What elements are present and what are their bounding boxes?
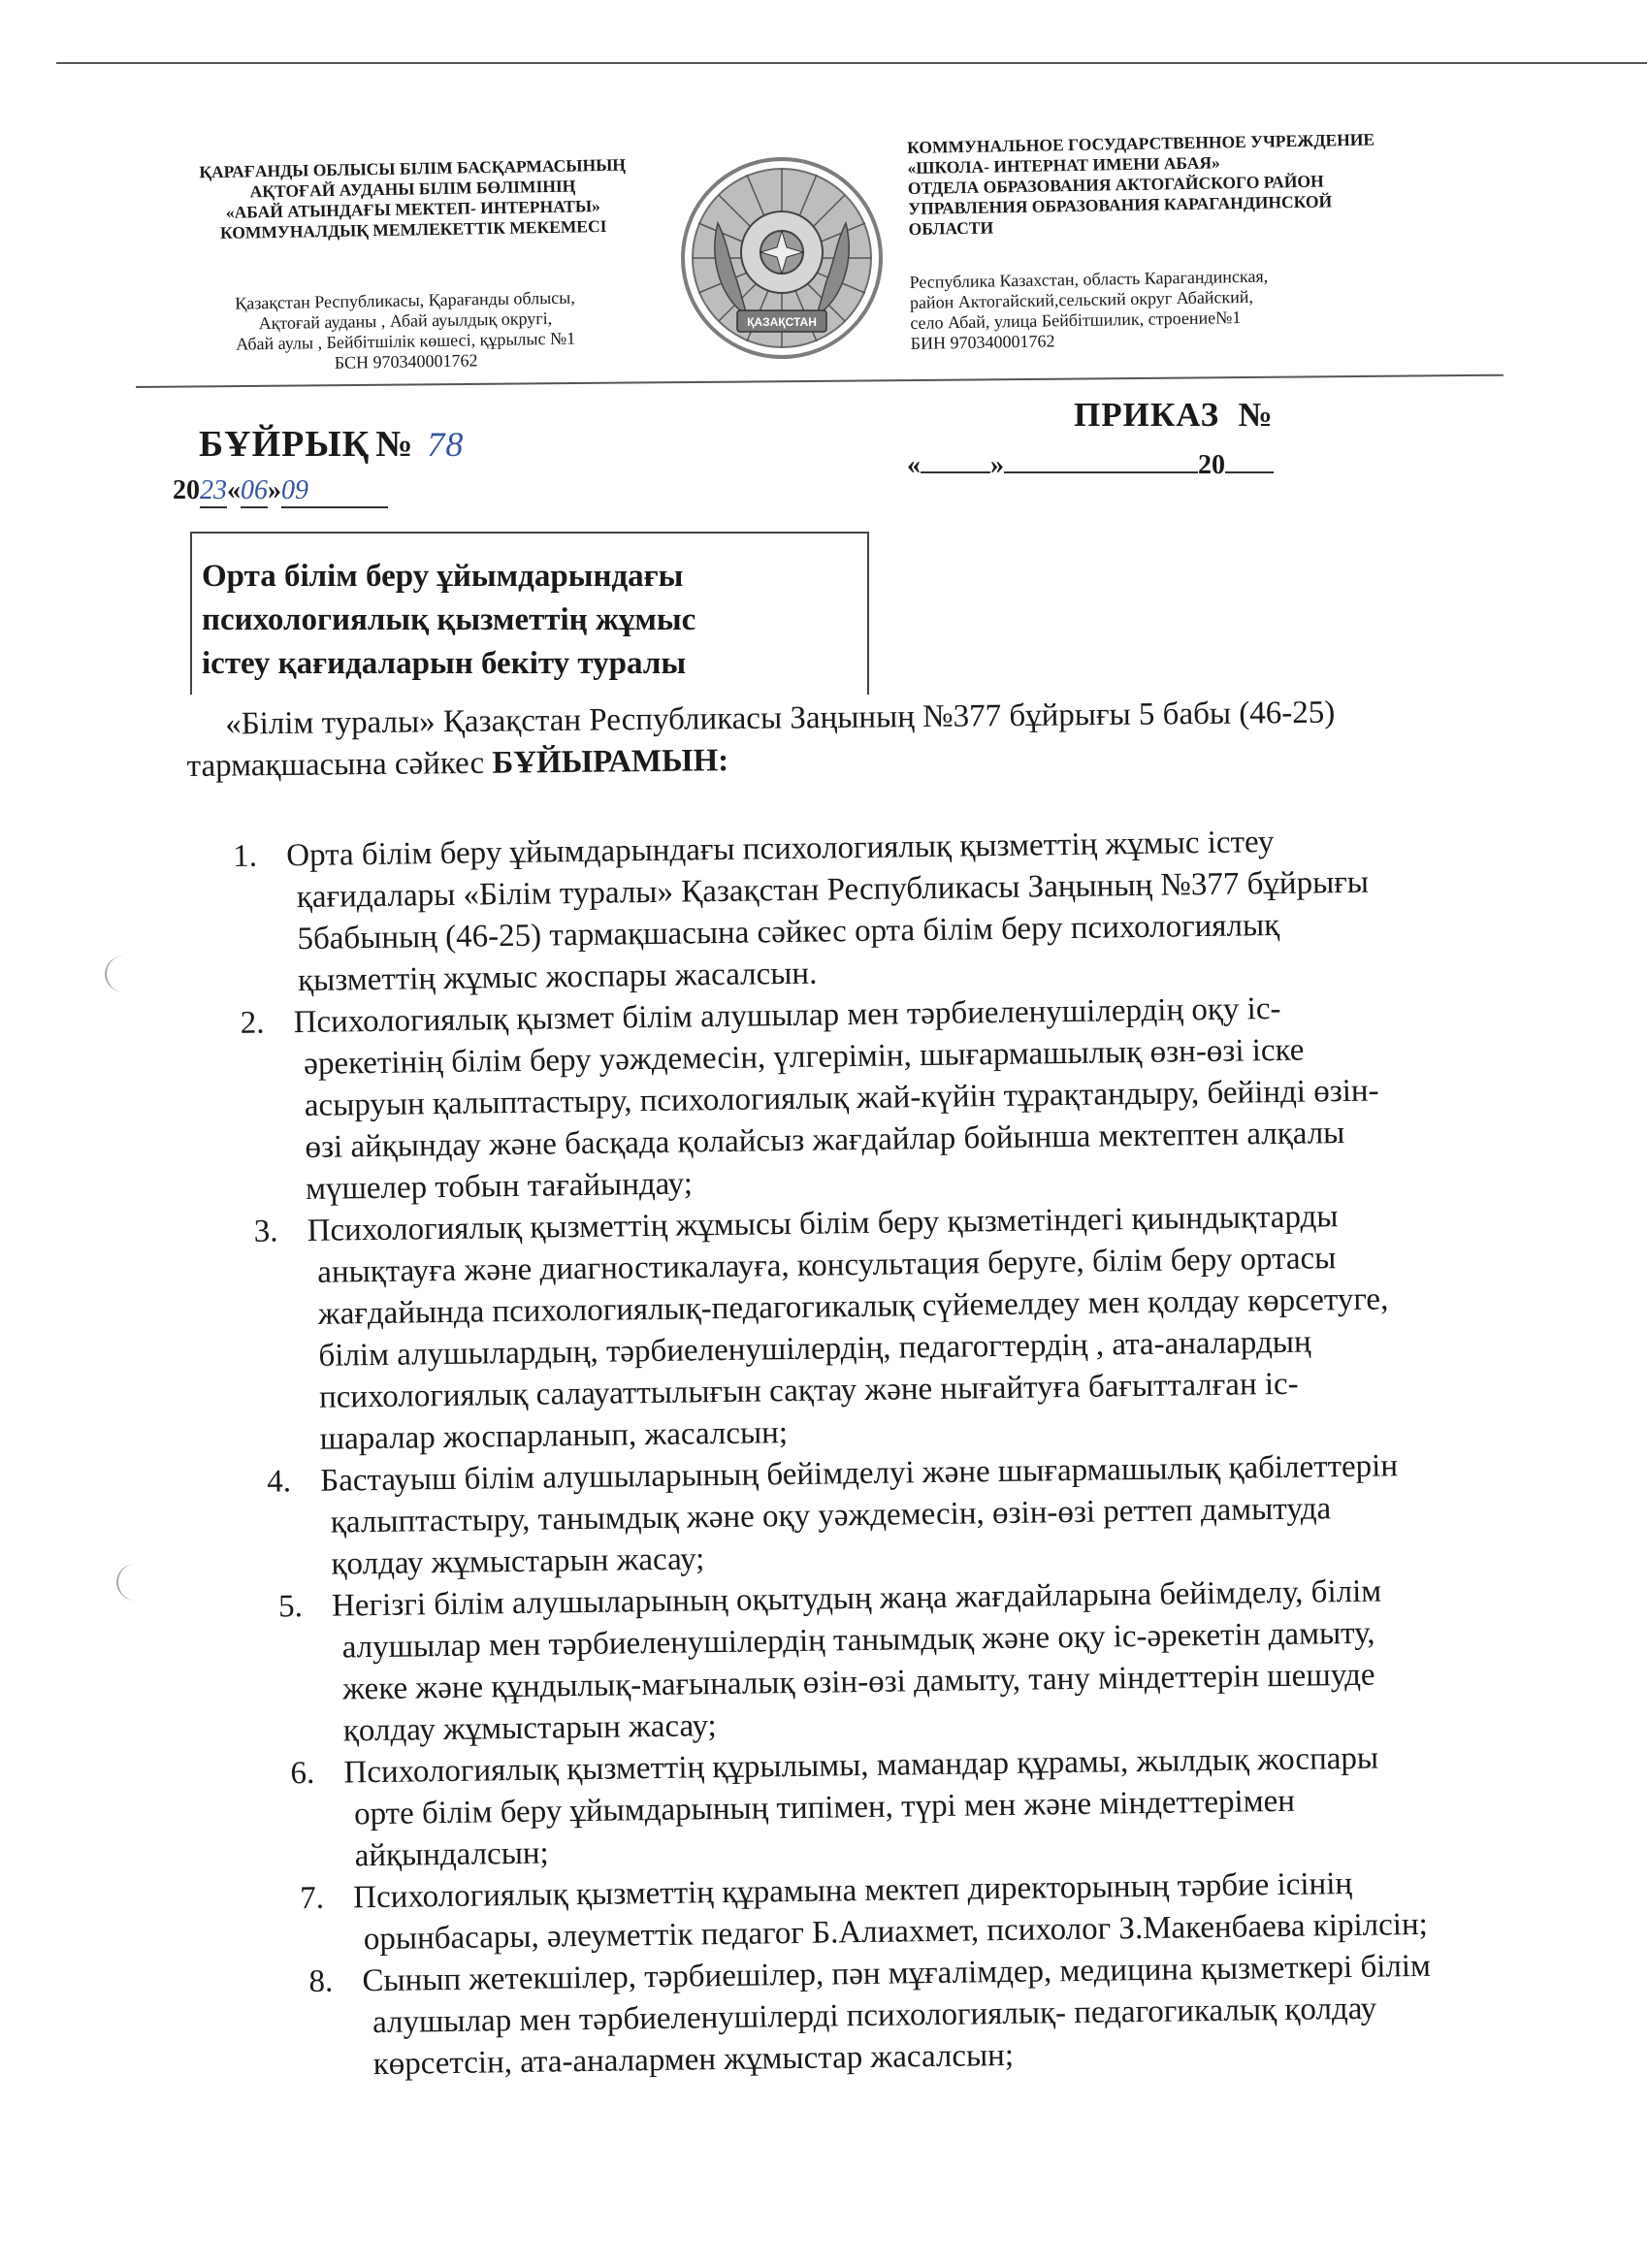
order-keyword: БҰЙЫРАМЫН: (492, 743, 729, 781)
header-bottom-rule (136, 374, 1504, 388)
order-subject: Орта білім беру ұйымдарындағы психологиялық қызметтің жұмыс істеу қағидаларын бекіту туралы (202, 559, 696, 681)
order-items (233, 817, 1628, 2088)
header-ru-title: КОММУНАЛЬНОЕ ГОСУДАРСТВЕННОЕ УЧРЕЖДЕНИЕ «ШКОЛА- ИНТЕРНАТ ИМЕНИ АБАЯ» ОТДЕЛА ОБРАЗОВАНИЯ АКТОГАЙСКОГО РАЙОН УПРАВЛЕНИЯ ОБРАЗОВАНИЯ КАРАГАНДИНСКОЙ ОБЛАСТИ (907, 129, 1375, 239)
list-item: 4. Бастауыш білім алушыларының бейімделуі және шығармашылық қабілеттерін қалыптастыру, танымдық және оқу уәждемесін, өзін-өзі реттеп дамытуда қолдау жұмыстарын жасау; (267, 1448, 1399, 1582)
order-kz-no-sign: № (375, 424, 414, 465)
order-ru-label: ПРИКАЗ (1074, 396, 1220, 434)
order-kz-heading (199, 423, 464, 466)
list-item: 8. Сынып жетекшілер, тәрбиешілер, пән мұғалімдер, медицина қызметкері білім алушылар мен тәрбиеленушілерді психологиялық- педагогикалық қолдау көрсетсін, ата-аналармен жұмыстар жасалсын; (308, 1948, 1432, 2083)
list-item: 1. Орта білім беру ұйымдарындағы психологиялық қызметтің жұмыс істеу қағидалары «Білім туралы» Қазақстан Республикасы Заңының №377 бұйрығы 5бабының (46-25) тармақшасына сәйкес орта білім беру психологиялық қызметтің жұмыс жоспары жасалсын. (233, 825, 1370, 999)
order-kz-number: 78 (427, 425, 465, 464)
list-item: 6. Психологиялық қызметтің құрылымы, мамандар құрамы, жылдық жоспары орте білім беру ұйымдарының типімен, түрі мен және міндеттерімен айқындалсын; (290, 1740, 1379, 1874)
preamble: «Білім туралы» Қазақстан Республикасы Заңының №377 бұйрығы 5 бабы (46-25) тармақшасына сәйкес БҰЙЫРАМЫН: (186, 695, 1336, 784)
date-kz-year: 23 (200, 475, 227, 508)
order-ru-no-sign: № (1238, 396, 1274, 434)
list-item: 2. Психологиялық қызмет білім алушылар мен тәрбиеленушілердің оқу іс- әрекетінің білім беру уәждемесін, үлгерімін, шығармашылық өзн-өзі іске асыруын қалыптастыру, психологиялық жай-күйін тұрақтандыру, бейінді өзін- өзі айқындау және басқада қолайсыз жағдайлар бойынша мектептен алқалы мүшелер тобын тағайындау; (240, 990, 1379, 1207)
order-ru-date: « » 20 (907, 446, 1274, 481)
header-kz-address: Қазақстан Республикасы, Қарағанды облысы, Ақтоғай ауданы , Абай ауылдық округі, Абай аулы , Бейбітшілік көшесі, құрылыс №1 БСН 970340001762 (235, 287, 576, 373)
header-top-rule (56, 62, 1647, 64)
state-emblem-icon (679, 155, 885, 361)
order-ru-heading (1074, 396, 1274, 435)
date-kz-month: 06 (241, 475, 268, 508)
punch-hole-mark (116, 1564, 155, 1601)
header-kz-title: ҚАРАҒАНДЫ ОБЛЫСЫ БІЛІМ БАСҚАРМАСЫНЫҢ АҚТОҒАЙ АУДАНЫ БІЛІМ БӨЛІМІНІҢ «АБАЙ АТЫНДАҒЫ МЕКТЕП- ИНТЕРНАТЫ» КОММУНАЛДЫҚ МЕМЛЕКЕТТІК МЕКЕМЕСІ (199, 154, 627, 243)
punch-hole-mark (105, 956, 144, 992)
list-item: 5. Негізгі білім алушыларының оқытудың жаңа жағдайларына бейімделу, білім алушылар мен тәрбиеленушілердің танымдық және оқу іс-әрекетін дамыту, жеке және құндылық-мағыналық өзін-өзі дамыту, тану міндеттерін шешуде қолдау жұмыстарын жасау; (277, 1573, 1382, 1749)
emblem-caption: ҚАЗАҚСТАН (747, 315, 817, 329)
list-item: 7. Психологиялық қызметтің құрамына мектеп директорының тәрбие ісінің орынбасары, әлеуметтік педагог Б.Алиахмет, психолог З.Макенбаева кірілсін; (300, 1865, 1429, 1958)
header-ru (907, 128, 1454, 354)
order-kz-label: БҰЙРЫҚ (199, 424, 371, 465)
list-item: 3. Психологиялық қызметтің жұмысы білім беру қызметіндегі қиындықтарды анықтауға және диагностикалауға, консультация беруге, білім беру ортасы жағдайында психологиялық-педагогикалық сүйемелдеу мен қолдау көрсетуге, білім алушылардың, тәрбиеленушілердің, педагогтердің , ата-аналардың психологиялық салауаттылығын сақтау және нығайтуға бағытталған іс- шаралар жоспарланып, жасалсын; (253, 1199, 1389, 1457)
header-kz (160, 154, 668, 376)
header-ru-address: Республика Казахстан, область Карагандинская, район Актогайский,сельский округ Абайский, село Абай, улица Бейбітшилик, строение№1 БИН 970340001762 (909, 266, 1269, 353)
order-kz-date: 2023«06»09 (173, 475, 388, 508)
date-kz-day: 09 (281, 475, 388, 508)
